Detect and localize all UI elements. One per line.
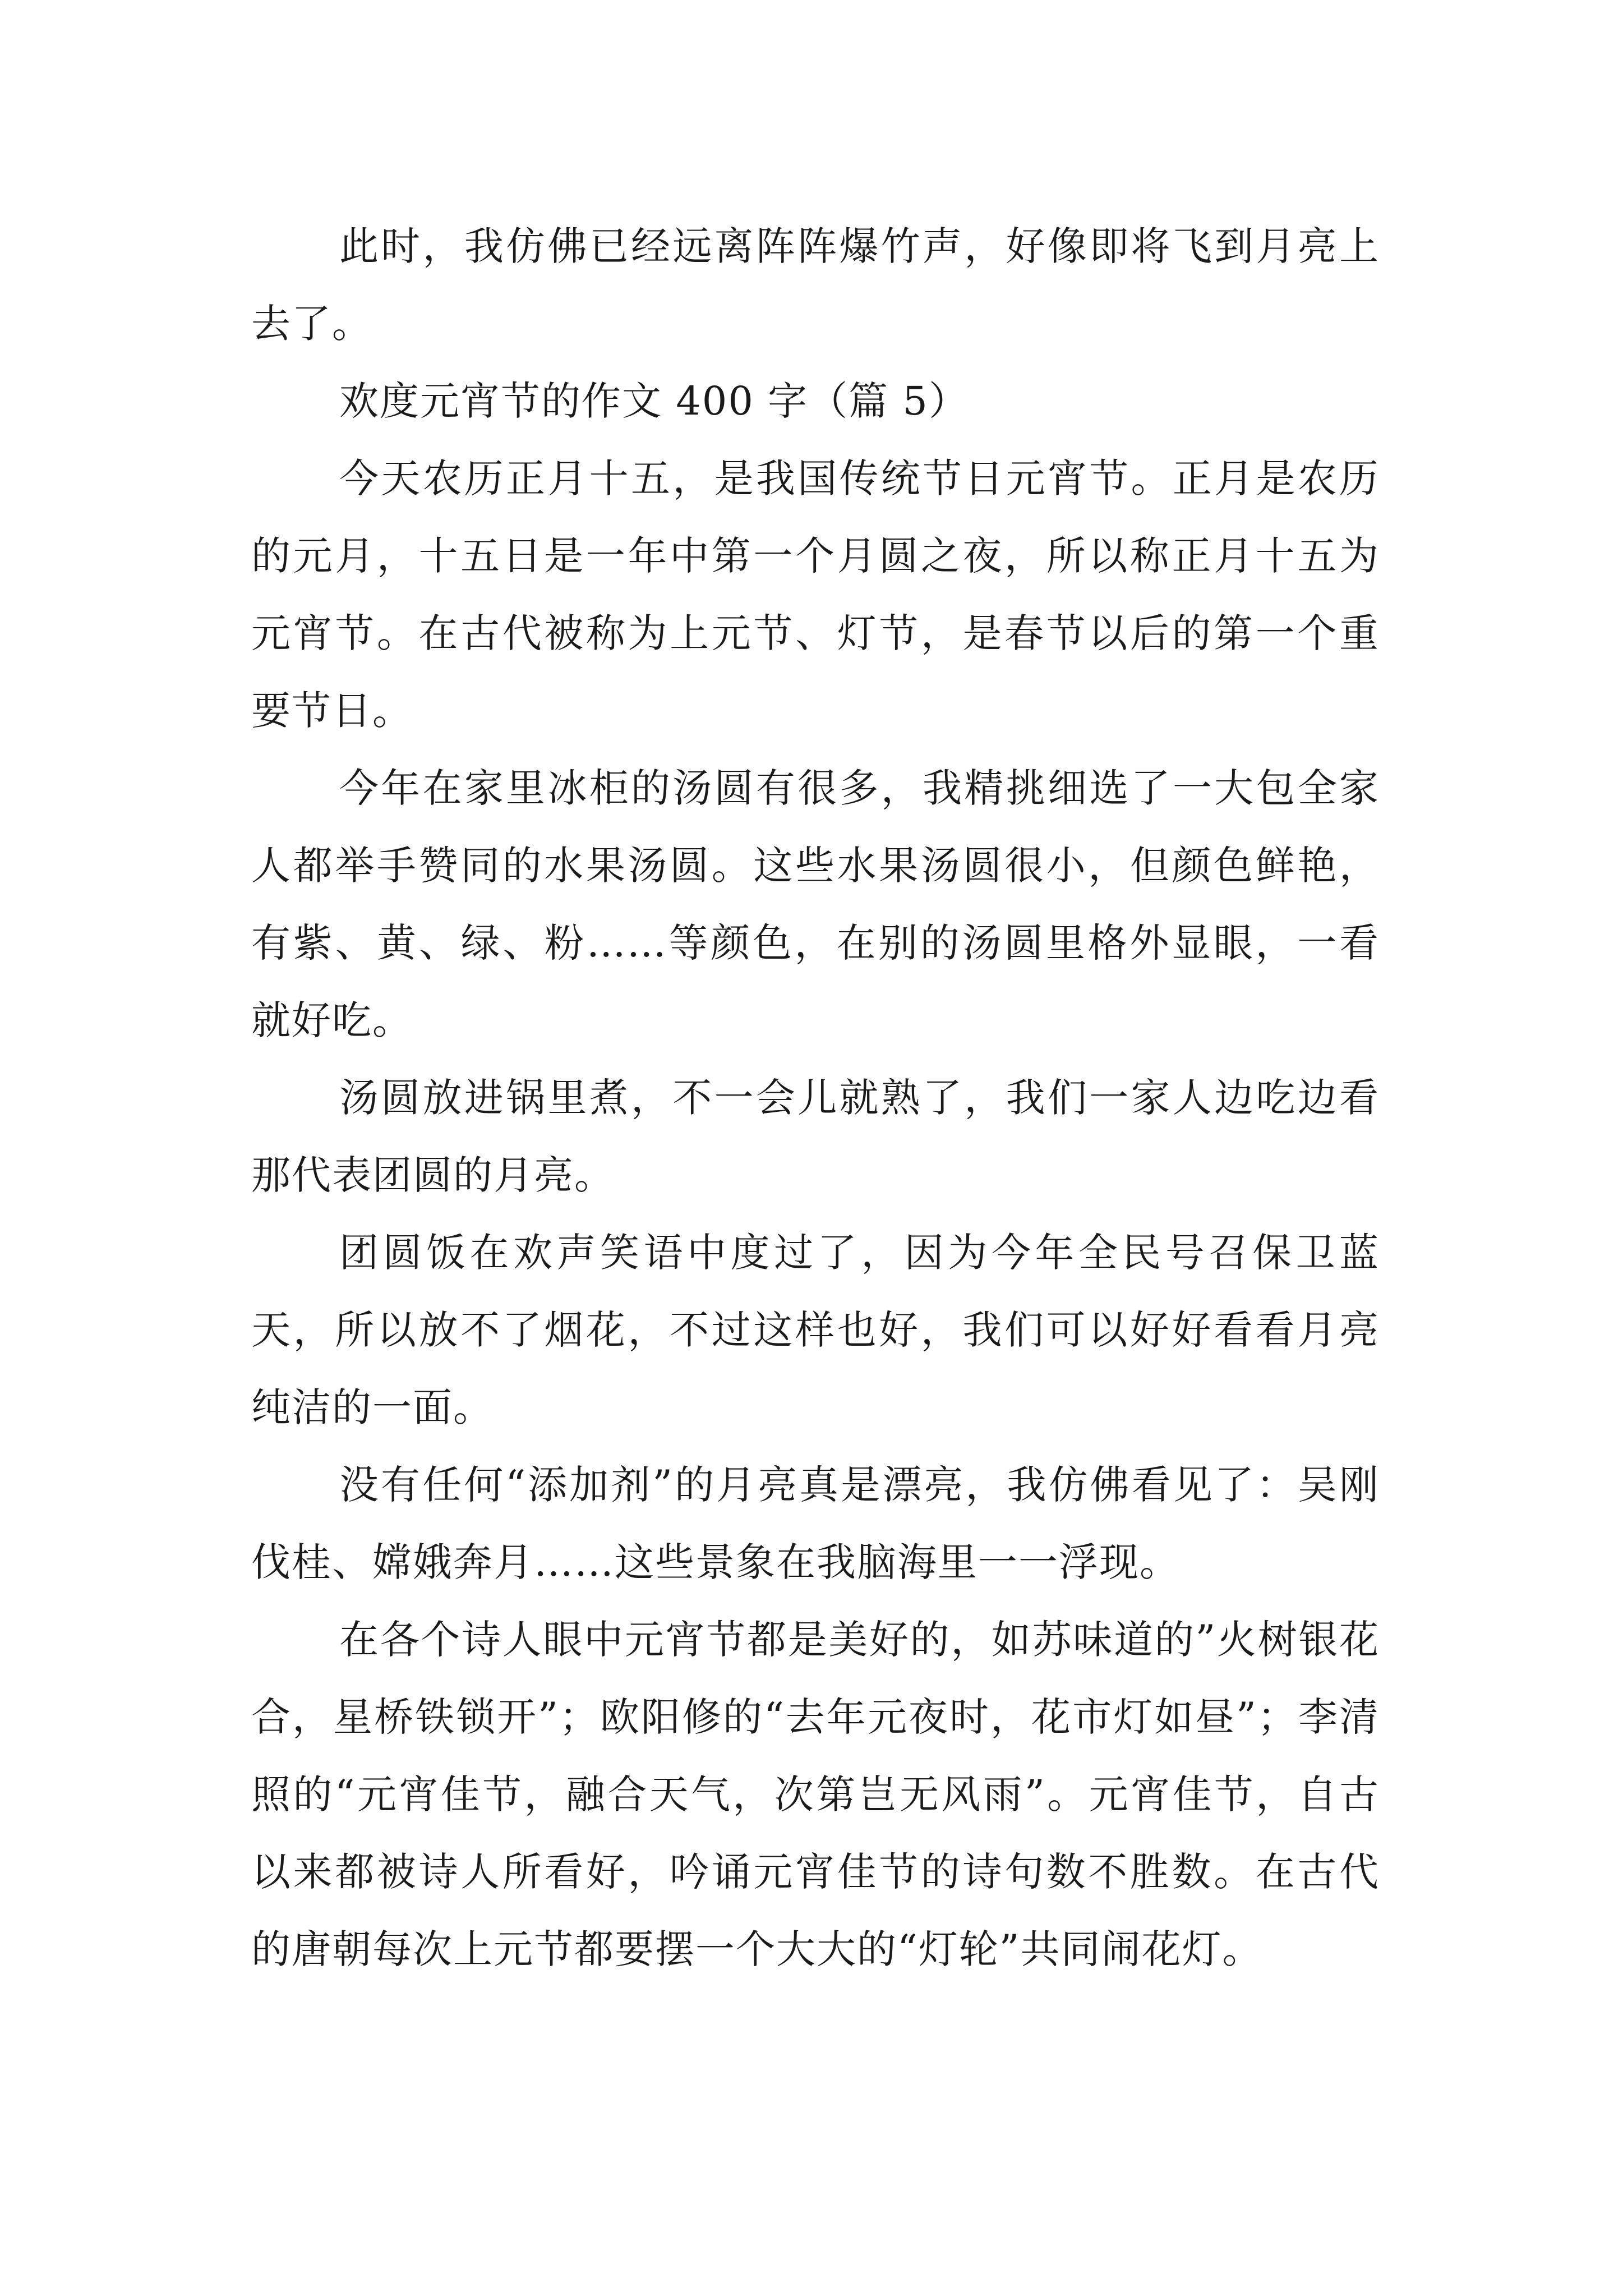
essay-title: 欢度元宵节的作文 400 字（篇 5） xyxy=(339,378,969,424)
paragraph-5: 没有任何“添加剂”的月亮真是漂亮，我仿佛看见了：吴刚伐桂、嫦娥奔月……这些景象在我脑海里一一浮现。 xyxy=(251,1462,1380,1585)
paragraph-4: 团圆饭在欢声笑语中度过了，因为今年全民号召保卫蓝天，所以放不了烟花，不过这样也好，我们可以好好看看月亮纯洁的一面。 xyxy=(251,1230,1380,1430)
document-body xyxy=(251,208,1380,1988)
paragraph-3: 汤圆放进锅里煮，不一会儿就熟了，我们一家人边吃边看那代表团圆的月亮。 xyxy=(251,1075,1380,1198)
paragraph-6: 在各个诗人眼中元宵节都是美好的，如苏味道的”火树银花合，星桥铁锁开”；欧阳修的“去年元夜时，花市灯如昼”；李清照的“元宵佳节，融合天气，次第岂无风雨”。元宵佳节，自古以来都被诗人所看好，吟诵元宵佳节的诗句数不胜数。在古代的唐朝每次上元节都要摆一个大大的“灯轮”共同闹花灯。 xyxy=(251,1617,1380,1972)
paragraph-1: 今天农历正月十五，是我国传统节日元宵节。正月是农历的元月，十五日是一年中第一个月圆之夜，所以称正月十五为元宵节。在古代被称为上元节、灯节，是春节以后的第一个重要节日。 xyxy=(251,455,1380,734)
paragraph-intro: 此时，我仿佛已经远离阵阵爆竹声，好像即将飞到月亮上去了。 xyxy=(251,223,1380,347)
paragraph-2: 今年在家里冰柜的汤圆有很多，我精挑细选了一大包全家人都举手赞同的水果汤圆。这些水果汤圆很小，但颜色鲜艳，有紫、黄、绿、粉……等颜色，在别的汤圆里格外显眼，一看就好吃。 xyxy=(251,765,1380,1043)
